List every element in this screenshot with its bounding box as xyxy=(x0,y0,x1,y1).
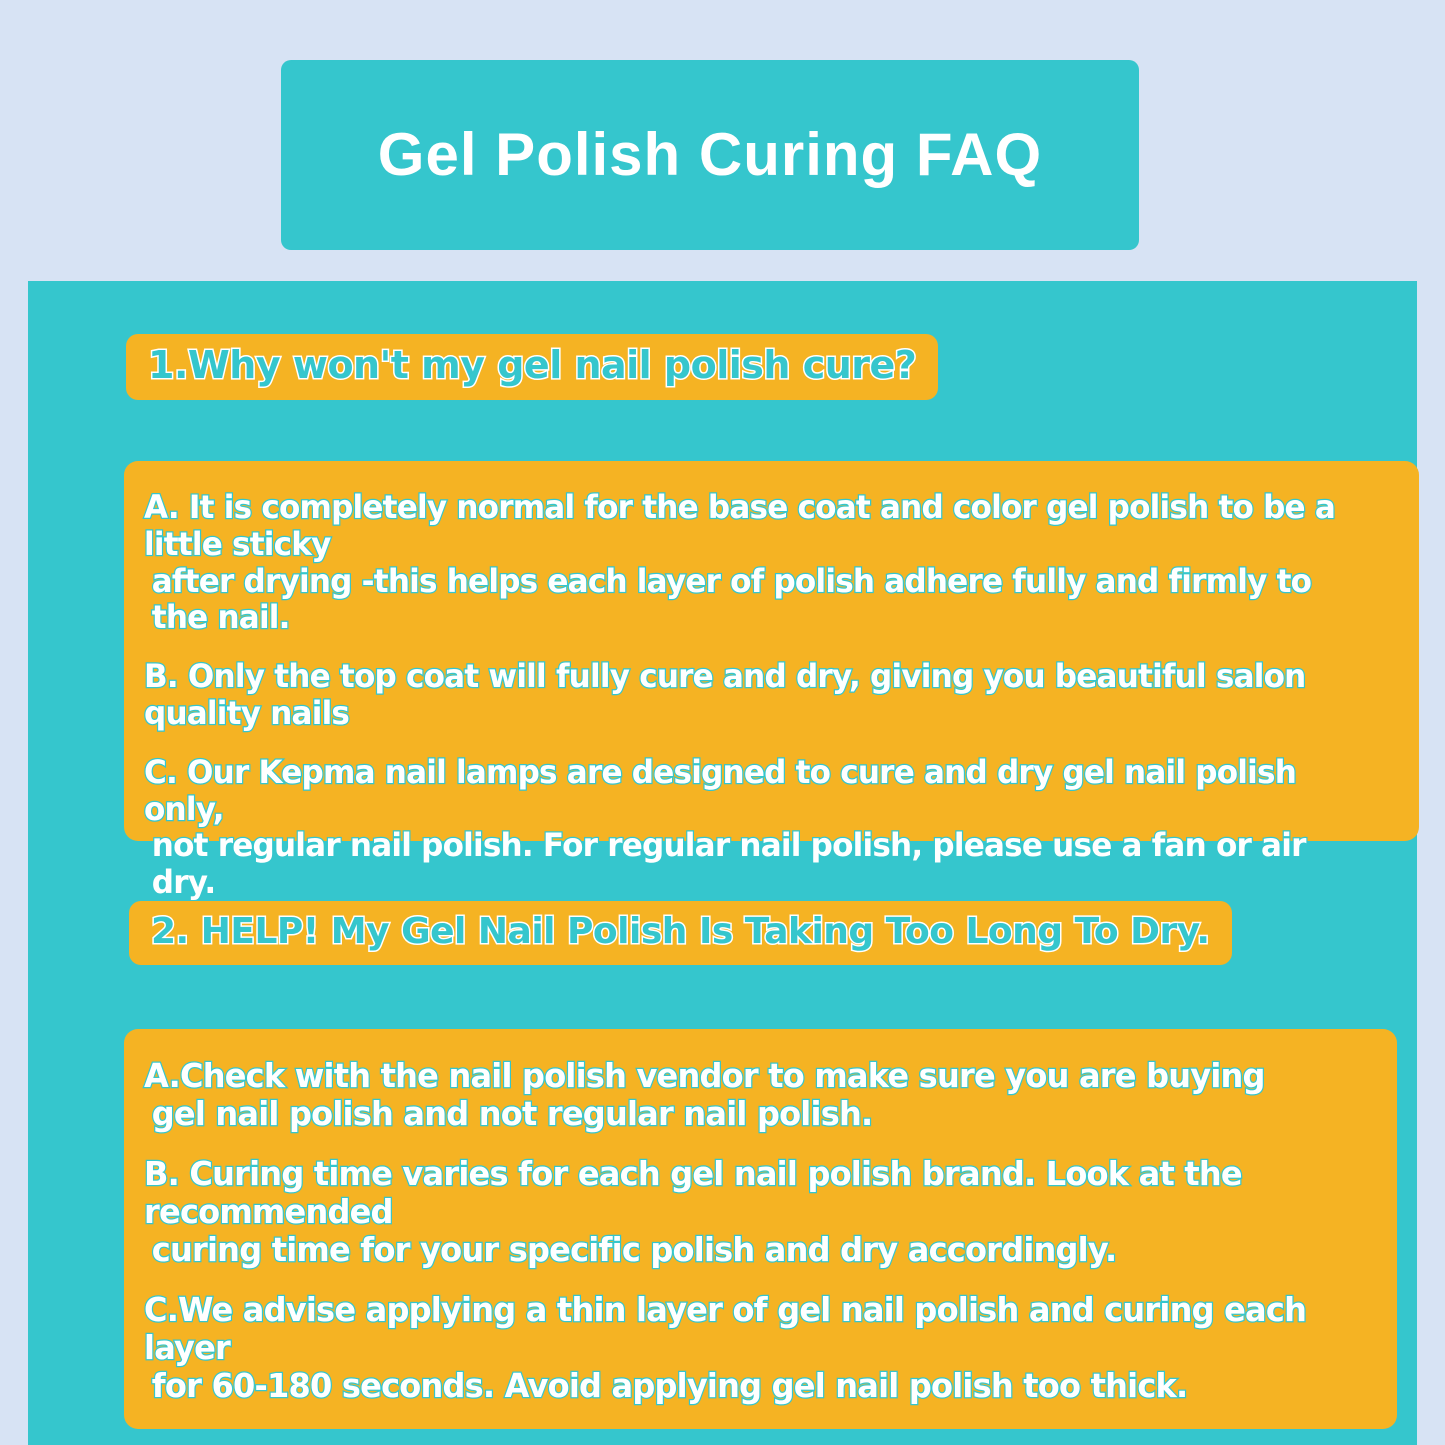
faq-answer-1a-line1: A. It is completely normal for the base coat and color gel polish to be a little sticky xyxy=(144,488,1336,563)
faq-answer-1a-line2: after drying -this helps each layer of polish adhere fully and firmly to the nail. xyxy=(151,561,1312,637)
faq-question-1-wrapper xyxy=(126,334,938,400)
faq-answer-2b xyxy=(144,1155,1340,1269)
faq-answer-2c-line2: for 60-180 seconds. Avoid applying gel nail polish too thick. xyxy=(151,1365,1188,1405)
faq-answer-1c-line2: not regular nail polish. For regular nail polish, please use a fan or air dry. xyxy=(151,826,1306,902)
faq-answer-2a-line1: A.Check with the nail polish vendor to make sure you are buying xyxy=(144,1056,1265,1095)
faq-answer-2a-line2: gel nail polish and not regular nail polish. xyxy=(151,1093,873,1133)
page-title: Gel Polish Curing FAQ xyxy=(377,121,1043,188)
faq-answer-block-1 xyxy=(124,461,1419,902)
faq-body-panel xyxy=(28,281,1417,1445)
title-banner xyxy=(281,60,1139,250)
faq-answer-1a xyxy=(144,489,1361,636)
faq-answer-2b-line2: curing time for your specific polish and dry accordingly. xyxy=(151,1229,1117,1269)
faq-answer-block-2 xyxy=(124,1029,1397,1429)
faq-answer-2c-line1: C.We advise applying a thin layer of gel nail polish and curing each layer xyxy=(144,1289,1307,1367)
faq-answer-1c-line1: C. Our Kepma nail lamps are designed to cure and dry gel nail polish only, xyxy=(144,752,1297,828)
faq-answer-2a xyxy=(144,1057,1340,1133)
faq-answer-1b xyxy=(144,658,1361,732)
faq-answer-1c xyxy=(144,754,1361,901)
faq-answer-2b-line1: B. Curing time varies for each gel nail polish brand. Look at the recommended xyxy=(144,1153,1242,1231)
faq-answer-2c xyxy=(144,1291,1340,1405)
faq-question-2: 2. HELP! My Gel Nail Polish Is Taking Too Long To Dry. xyxy=(129,901,1232,965)
faq-question-1: 1.Why won't my gel nail polish cure? xyxy=(126,334,938,400)
faq-answer-1b-line1: B. Only the top coat will fully cure and dry, giving you beautiful salon quality nails xyxy=(144,657,1306,732)
faq-question-2-wrapper xyxy=(129,901,1232,965)
